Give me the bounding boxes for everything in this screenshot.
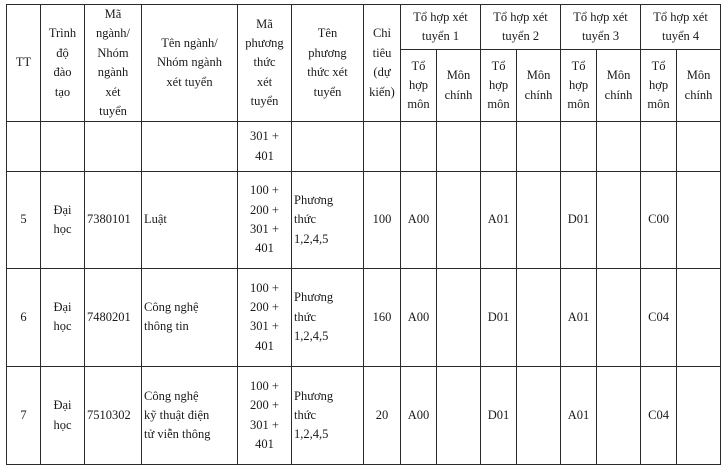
cell-line: hợp: [648, 78, 669, 93]
cell-mon-chinh: [437, 122, 481, 172]
cell-line: Tổ: [571, 58, 586, 73]
cell-ten-nganh: [142, 122, 238, 172]
cell-line: Luật: [144, 212, 167, 227]
cell-ma-nganh: 7380101: [85, 172, 142, 268]
cell-line: 301 +: [250, 129, 279, 144]
cell-to-hop-mon: A01: [561, 366, 597, 464]
cell-line: học: [53, 417, 72, 432]
cell-line: 301 +: [250, 222, 279, 237]
cell-trinh-do: [41, 172, 85, 268]
cell-to-hop-mon: C04: [641, 268, 677, 366]
cell-line: độ: [56, 45, 69, 60]
cell-line: Công nghệ: [144, 299, 199, 314]
cell-mon-chinh: [597, 172, 641, 268]
cell-chi-tieu: 20: [364, 366, 401, 464]
sub-to-hop-mon: [561, 50, 597, 122]
cell-mon-chinh: [677, 366, 721, 464]
table-header: [7, 5, 721, 122]
cell-line: kỹ thuật điện: [144, 407, 210, 422]
cell-line: Môn: [446, 68, 471, 83]
sub-mon-chinh: [517, 50, 561, 122]
cell-line: 401: [255, 338, 274, 353]
sub-to-hop-mon: [641, 50, 677, 122]
col-trinh-do: [41, 5, 85, 122]
cell-ten-nganh: [142, 172, 238, 268]
cell-line: tuyển: [250, 94, 279, 109]
cell-line: Tổ: [411, 58, 426, 73]
col-ma-phuong-thuc: [238, 5, 292, 122]
cell-mon-chinh: [517, 172, 561, 268]
cell-to-hop-mon: C04: [641, 366, 677, 464]
cell-line: xét: [256, 74, 273, 89]
cell-line: Tên: [317, 26, 338, 41]
col-tt: TT: [7, 5, 41, 122]
cell-line: phương: [245, 36, 284, 51]
cell-to-hop-mon: D01: [481, 366, 517, 464]
cell-to-hop-mon: [641, 122, 677, 172]
cell-trinh-do: [41, 122, 85, 172]
cell-mon-chinh: [517, 366, 561, 464]
cell-line: thức: [294, 407, 317, 422]
cell-ma-nganh: 7480201: [85, 268, 142, 366]
cell-line: Tên ngành/: [161, 36, 218, 51]
cell-line: môn: [647, 97, 670, 112]
cell-to-hop-mon: A00: [401, 268, 437, 366]
sub-to-hop-mon: [481, 50, 517, 122]
cell-line: môn: [487, 97, 510, 112]
cell-line: 401: [255, 148, 274, 163]
cell-mon-chinh: [437, 366, 481, 464]
cell-line: tiêu: [372, 45, 392, 60]
cell-to-hop-mon: A01: [561, 268, 597, 366]
cell-trinh-do: [41, 366, 85, 464]
cell-to-hop-mon: D01: [481, 268, 517, 366]
cell-line: 301 +: [250, 417, 279, 432]
cell-ten-nganh: [142, 268, 238, 366]
cell-mon-chinh: [597, 122, 641, 172]
cell-line: 301 +: [250, 319, 279, 334]
cell-line: 1,2,4,5: [294, 231, 329, 246]
cell-to-hop-mon: A01: [481, 172, 517, 268]
cell-line: Phương: [294, 388, 334, 403]
group-header-4: Tổ hợp xét tuyển 4: [641, 5, 721, 50]
table-row: [7, 172, 721, 268]
cell-line: môn: [407, 97, 430, 112]
cell-line: thức: [294, 212, 317, 227]
cell-line: tử viễn thông: [144, 427, 211, 442]
cell-mon-chinh: [677, 268, 721, 366]
cell-line: 100 +: [250, 378, 279, 393]
cell-chi-tieu: 160: [364, 268, 401, 366]
group-header-1: Tổ hợp xét tuyển 1: [401, 5, 481, 50]
cell-line: 401: [255, 436, 274, 451]
cell-line: hợp: [488, 78, 509, 93]
sub-mon-chinh: [437, 50, 481, 122]
cell-line: học: [53, 319, 72, 334]
cell-line: thức: [253, 55, 276, 70]
cell-line: tạo: [54, 84, 71, 99]
cell-chi-tieu: 100: [364, 172, 401, 268]
table-body: [7, 122, 721, 465]
cell-mon-chinh: [677, 122, 721, 172]
cell-tt: 6: [7, 268, 41, 366]
cell-line: Đại: [53, 398, 72, 413]
cell-line: 1,2,4,5: [294, 427, 329, 442]
cell-mon-chinh: [517, 122, 561, 172]
cell-line: Trình: [48, 26, 77, 41]
sub-mon-chinh: [677, 50, 721, 122]
cell-line: thức: [294, 309, 317, 324]
cell-line: Mã: [256, 16, 273, 31]
cell-to-hop-mon: [561, 122, 597, 172]
cell-line: Tổ: [491, 58, 506, 73]
cell-line: tuyển: [99, 103, 127, 118]
cell-line: phương: [308, 45, 347, 60]
cell-tt: 7: [7, 366, 41, 464]
cell-ten-phuong-thuc: [292, 268, 364, 366]
cell-mon-chinh: [597, 366, 641, 464]
cell-line: đào: [53, 65, 72, 80]
cell-line: Tổ: [651, 58, 666, 73]
cell-line: chính: [604, 87, 633, 102]
cell-ma-phuong-thuc: [238, 268, 292, 366]
cell-line: 1,2,4,5: [294, 328, 329, 343]
cell-line: chính: [444, 87, 473, 102]
cell-line: Chỉ: [372, 26, 392, 41]
cell-line: Nhóm: [97, 45, 129, 60]
cell-to-hop-mon: A00: [401, 172, 437, 268]
col-chi-tieu: [364, 5, 401, 122]
col-ten-nganh: [142, 5, 238, 122]
cell-line: 200 +: [250, 398, 279, 413]
cell-mon-chinh: [437, 268, 481, 366]
cell-line: 401: [255, 241, 274, 256]
cell-tt: 5: [7, 172, 41, 268]
cell-trinh-do: [41, 268, 85, 366]
cell-line: chính: [524, 87, 553, 102]
cell-line: thức xét: [307, 65, 348, 80]
sub-to-hop-mon: [401, 50, 437, 122]
cell-mon-chinh: [677, 172, 721, 268]
cell-to-hop-mon: C00: [641, 172, 677, 268]
cell-line: Phương: [294, 192, 334, 207]
cell-line: Công nghệ: [144, 388, 199, 403]
cell-line: Phương: [294, 290, 334, 305]
cell-line: ngành/: [95, 26, 131, 41]
cell-line: Mã: [104, 7, 122, 21]
sub-mon-chinh: [597, 50, 641, 122]
cell-to-hop-mon: A00: [401, 366, 437, 464]
cell-mon-chinh: [597, 268, 641, 366]
cell-to-hop-mon: D01: [561, 172, 597, 268]
cell-to-hop-mon: [401, 122, 437, 172]
cell-ma-nganh: [85, 122, 142, 172]
cell-line: Nhóm ngành: [157, 55, 222, 70]
table-row: [7, 122, 721, 172]
cell-line: ngành: [97, 65, 129, 80]
cell-line: (dự: [373, 65, 391, 80]
cell-ma-phuong-thuc: [238, 366, 292, 464]
cell-line: hợp: [568, 78, 589, 93]
cell-ma-phuong-thuc: [238, 172, 292, 268]
admission-table: [6, 4, 721, 465]
cell-line: Đại: [53, 202, 72, 217]
cell-line: môn: [567, 97, 590, 112]
cell-mon-chinh: [517, 268, 561, 366]
group-header-3: Tổ hợp xét tuyển 3: [561, 5, 641, 50]
cell-line: tuyển: [313, 84, 342, 99]
col-ten-phuong-thuc: [292, 5, 364, 122]
cell-line: xét tuyển: [166, 74, 213, 89]
cell-ten-phuong-thuc: [292, 366, 364, 464]
cell-ma-phuong-thuc: [238, 122, 292, 172]
cell-ten-nganh: [142, 366, 238, 464]
cell-line: kiến): [369, 84, 395, 99]
cell-line: thông tin: [144, 319, 189, 334]
cell-tt: [7, 122, 41, 172]
cell-line: chính: [684, 87, 713, 102]
cell-line: Đại: [53, 299, 72, 314]
cell-line: Môn: [686, 68, 711, 83]
cell-line: hợp: [408, 78, 429, 93]
cell-line: xét: [105, 84, 121, 99]
col-ma-nganh: [85, 5, 142, 122]
table-row: [7, 268, 721, 366]
header-row-1: [7, 5, 721, 50]
cell-line: học: [53, 222, 72, 237]
cell-chi-tieu: [364, 122, 401, 172]
cell-line: Môn: [526, 68, 551, 83]
cell-to-hop-mon: [481, 122, 517, 172]
cell-ten-phuong-thuc: [292, 172, 364, 268]
cell-ma-nganh: 7510302: [85, 366, 142, 464]
table-row: [7, 366, 721, 464]
cell-line: 200 +: [250, 202, 279, 217]
cell-line: 100 +: [250, 280, 279, 295]
cell-line: Môn: [606, 68, 631, 83]
group-header-2: Tổ hợp xét tuyển 2: [481, 5, 561, 50]
cell-ten-phuong-thuc: [292, 122, 364, 172]
cell-mon-chinh: [437, 172, 481, 268]
cell-line: 200 +: [250, 299, 279, 314]
cell-line: 100 +: [250, 183, 279, 198]
